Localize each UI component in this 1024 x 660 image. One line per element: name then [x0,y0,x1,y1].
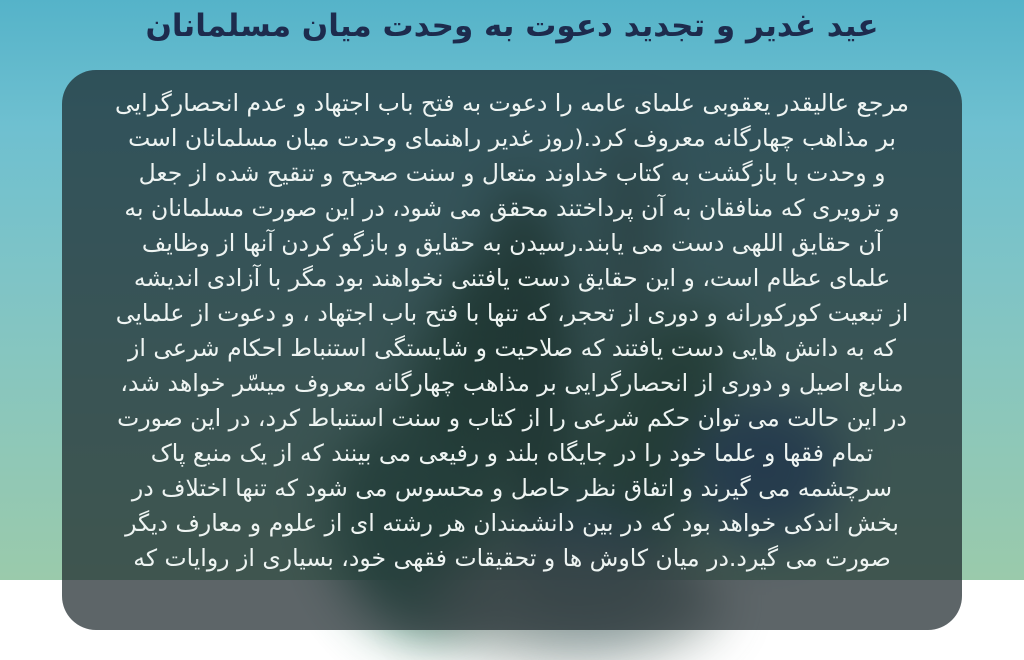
body-text-line: منابع اصیل و دوری از انحصارگرایی بر مذاهب چهارگانه معروف میسّر خواهد شد، [120,369,904,397]
body-text-line: از تبعیت کورکورانه و دوری از تحجر، که تنها با فتح باب اجتهاد ، و دعوت از علمایی [115,299,909,327]
text-panel [62,70,962,630]
body-text-line: بخش اندکی خواهد بود که در بین دانشمندان هر رشته ای از علوم و معارف دیگر [125,509,899,537]
body-text-line: مرجع عالیقدر یعقوبی علمای عامه را دعوت به فتح باب اجتهاد و عدم انحصارگرایی [115,89,909,117]
body-text-line: سرچشمه می گیرند و اتفاق نظر حاصل و محسوس می شود که تنها اختلاف در [131,474,893,502]
page-title: عید غدیر و تجدید دعوت به وحدت میان مسلمانان [145,8,879,44]
body-text-line: صورت می گیرد.در میان کاوش ها و تحقیقات فقهی خود، بسیاری از روایات که [133,544,891,572]
body-text-line: و وحدت با بازگشت به کتاب خداوند متعال و سنت صحیح و تنقیح شده از جعل [138,159,886,187]
body-text-line: علمای عظام است، و این حقایق دست یافتنی نخواهند بود مگر با آزادی اندیشه [133,264,891,292]
body-text-line: در این حالت می توان حکم شرعی را از کتاب و سنت استنباط کرد، در این صورت [117,404,907,432]
body-text-line: آن حقایق اللهی دست می یابند.رسیدن به حقایق و بازگو کردن آنها از وظایف [141,229,883,257]
body-text-line: و تزویری که منافقان به آن پرداختند محقق می شود، در این صورت مسلمانان به [124,194,900,222]
body-text [78,86,946,576]
body-text-line: که به دانش هایی دست یافتند که صلاحیت و شایستگی استنباط احکام شرعی از [128,334,896,362]
body-text-line: بر مذاهب چهارگانه معروف کرد.(روز غدیر راهنمای وحدت میان مسلمانان است [128,124,896,152]
body-text-line: تمام فقها و علما خود را در جایگاه بلند و رفیعی می بینند که از یک منبع پاک [150,439,874,467]
